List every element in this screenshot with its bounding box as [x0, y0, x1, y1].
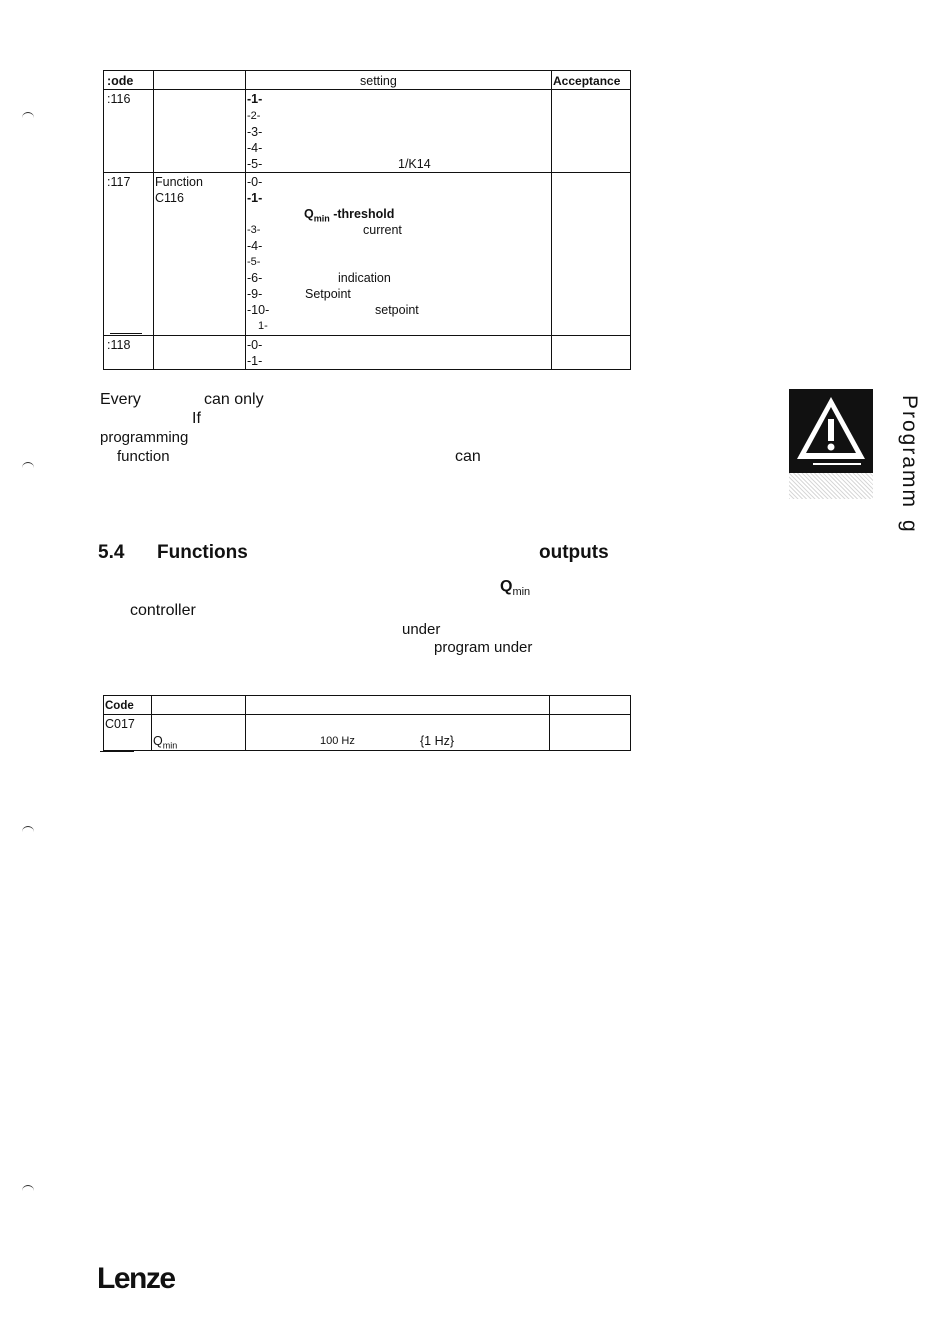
header-code: :ode — [107, 74, 134, 88]
qmin-label: $Q_{min}$ — [500, 578, 531, 599]
para-word: can only — [204, 391, 264, 408]
para-word: Every — [100, 391, 141, 408]
option: -3- — [247, 224, 261, 236]
option: 1- — [258, 320, 268, 332]
option: -1- — [247, 191, 263, 205]
option: -0- — [247, 175, 263, 189]
step-1hz: {1 Hz} — [420, 734, 455, 748]
code-c017: C017 — [105, 717, 135, 731]
option: -10- — [247, 303, 270, 317]
header-code: Code — [105, 700, 134, 712]
column-divider — [153, 71, 154, 369]
option: -1- — [247, 92, 263, 106]
option: -5- — [247, 157, 263, 171]
para-word: program under — [434, 639, 533, 656]
option: -4- — [247, 239, 263, 253]
option-setpoint: Setpoint — [305, 287, 351, 301]
column-divider — [151, 696, 152, 750]
qmin-threshold: $Q_{min}$ -threshold — [304, 207, 395, 224]
qmin-label: $Q_{min}$ — [153, 734, 178, 751]
warning-triangle-icon — [789, 389, 873, 473]
code-c117: :117 — [107, 175, 131, 189]
column-divider — [245, 71, 246, 369]
lenze-logo: Lenze — [97, 1262, 175, 1295]
margin-mark — [22, 1185, 34, 1192]
para-word: If — [192, 410, 201, 427]
value-100hz: 100 Hz — [320, 735, 355, 747]
margin-mark — [22, 826, 34, 833]
code-c118: :118 — [107, 338, 131, 352]
para-word: under — [402, 621, 441, 638]
option-indication: indication — [338, 271, 391, 285]
row-divider — [104, 172, 630, 173]
para-word: can — [455, 448, 481, 465]
header-acceptance: Acceptance — [553, 74, 621, 88]
option: -6- — [247, 271, 263, 285]
option-current: current — [363, 223, 402, 237]
sidebar-chapter-label: Programm g — [898, 395, 921, 534]
row-divider — [104, 89, 630, 90]
margin-mark — [22, 462, 34, 469]
option: -2- — [247, 110, 261, 122]
row-divider — [104, 335, 630, 336]
option: -9- — [247, 287, 263, 301]
option: -5- — [247, 256, 261, 268]
header-setting: setting — [360, 74, 397, 88]
column-divider — [549, 696, 550, 750]
section-title-end: outputs — [539, 542, 609, 563]
margin-mark — [22, 112, 34, 119]
option: -1- — [247, 354, 263, 368]
section-number: 5.4 — [98, 542, 125, 563]
option: -0- — [247, 338, 263, 352]
column-divider — [551, 71, 552, 369]
para-word: function — [117, 448, 170, 465]
option: -3- — [247, 125, 263, 139]
code-table — [103, 70, 631, 370]
underline-mark — [100, 751, 134, 752]
code-c116: :116 — [107, 92, 131, 106]
column-divider — [245, 696, 246, 750]
row-divider — [104, 714, 630, 715]
c117-ref: C116 — [155, 191, 184, 205]
c117-name: Function — [155, 175, 203, 189]
shaded-box — [789, 473, 873, 499]
para-word: programming — [100, 429, 189, 446]
para-word: controller — [130, 602, 196, 619]
option-setpoint: setpoint — [375, 303, 419, 317]
option-note-k14: 1/K14 — [398, 157, 431, 171]
section-title: Functions — [157, 542, 248, 563]
option: -4- — [247, 141, 263, 155]
code-table-c017 — [103, 695, 631, 751]
underline-mark — [110, 333, 142, 334]
